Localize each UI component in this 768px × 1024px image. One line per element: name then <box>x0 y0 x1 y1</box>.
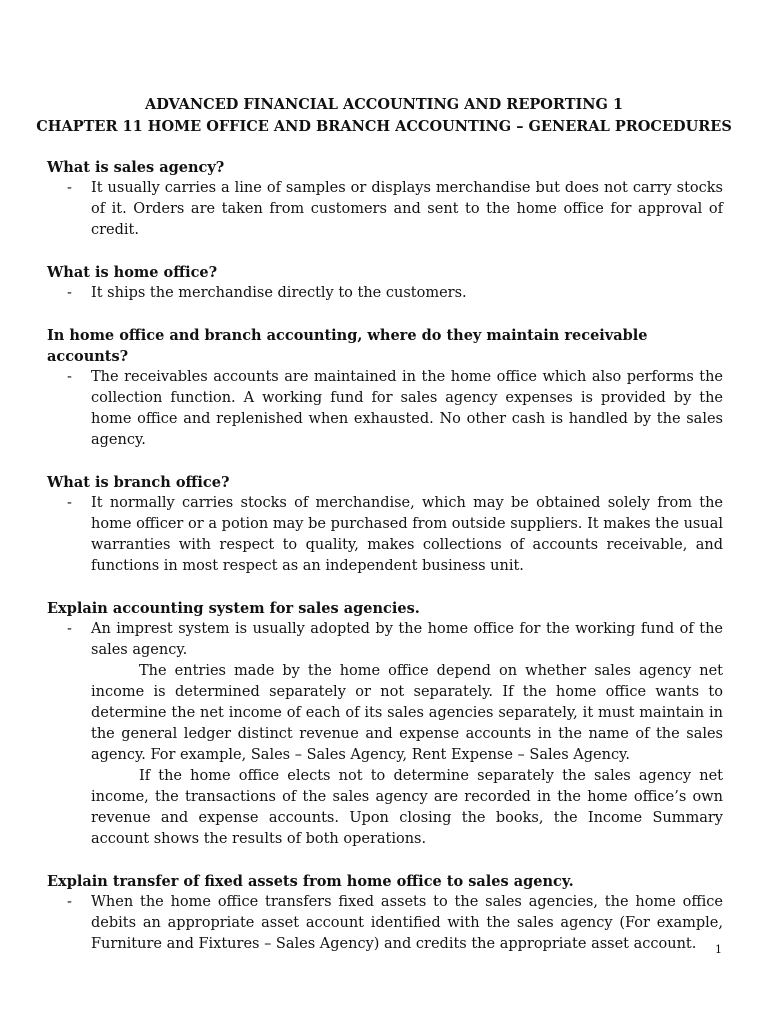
bullet-dash: - <box>67 285 72 301</box>
answer-paragraph: The entries made by the home office depend on whether sales agency net income is determined separately or not separately. If the home office wants to determine the net income of each of its sales agencies separately, it must maintain in the general ledger distinct revenue and expense accounts in the name of the sales agency. For example, Sales – Sales Agency, Rent Expense – Sales Agency. <box>91 663 723 763</box>
answer-text: The receivables accounts are maintained in the home office which also performs the collection function. A working fund for sales agency expenses is provided by the home office and replenished when exhausted. No other cash is handled by the sales agency. <box>91 369 723 448</box>
document-header <box>0 94 768 138</box>
bullet-dash: - <box>67 369 72 385</box>
page-number: 1 <box>715 943 722 956</box>
bullet-dash: - <box>67 495 72 511</box>
question-heading: Explain transfer of fixed assets from home office to sales agency. <box>47 873 574 890</box>
chapter-title: CHAPTER 11 HOME OFFICE AND BRANCH ACCOUNTING – GENERAL PROCEDURES <box>36 118 732 135</box>
question-heading: Explain accounting system for sales agencies. <box>47 600 420 617</box>
answer-text: It usually carries a line of samples or displays merchandise but does not carry stocks of it. Orders are taken from customers and sent to the home office for approval of credit. <box>91 180 723 238</box>
bullet-dash: - <box>67 621 72 637</box>
section-home-office <box>47 262 723 304</box>
document-title: ADVANCED FINANCIAL ACCOUNTING AND REPORTING 1 <box>144 96 624 113</box>
answer-text: It normally carries stocks of merchandise, which may be obtained solely from the home officer or a potion may be purchased from outside suppliers. It makes the usual warranties with respect to quality, makes collections of accounts receivable, and functions in most respect as an independent business unit. <box>91 495 723 574</box>
bullet-dash: - <box>67 180 72 196</box>
section-sales-agency <box>47 157 723 241</box>
answer-item <box>47 367 723 451</box>
answer-paragraph: If the home office elects not to determine separately the sales agency net income, the transactions of the sales agency are recorded in the home office’s own revenue and expense accounts. Upon closing the books, the Income Summary account shows the results of both operations. <box>91 768 723 847</box>
section-branch-office <box>47 472 723 577</box>
answer-text: It ships the merchandise directly to the customers. <box>91 285 467 301</box>
answer-item <box>47 493 723 577</box>
bullet-dash: - <box>67 894 72 910</box>
question-heading: What is home office? <box>47 264 218 281</box>
document-body <box>47 157 723 976</box>
answer-item <box>47 178 723 241</box>
section-receivable-accounts <box>47 325 723 451</box>
section-accounting-system <box>47 598 723 850</box>
answer-item <box>47 892 723 955</box>
answer-text: An imprest system is usually adopted by the home office for the working fund of the sales agency. <box>91 621 723 658</box>
answer-item <box>47 283 723 304</box>
answer-text: When the home office transfers fixed assets to the sales agencies, the home office debits an appropriate asset account identified with the sales agency (For example, Furniture and Fixtures – Sales Agency) and credits the appropriate asset account. <box>91 894 723 952</box>
question-heading: In home office and branch accounting, where do they maintain receivable accounts? <box>47 327 648 365</box>
question-heading: What is branch office? <box>47 474 230 491</box>
answer-item <box>47 619 723 850</box>
section-fixed-assets-transfer <box>47 871 723 955</box>
question-heading: What is sales agency? <box>47 159 225 176</box>
